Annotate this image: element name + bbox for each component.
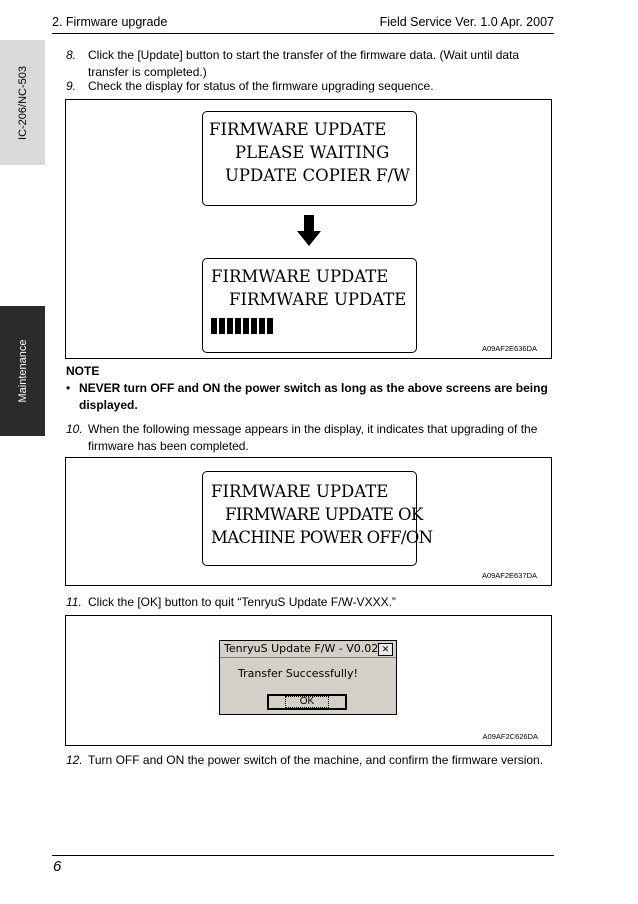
- lcd-line: FIRMWARE UPDATE: [229, 290, 407, 309]
- progress-block: [267, 318, 273, 334]
- progress-bar: [211, 317, 416, 333]
- step-number: 10.: [66, 422, 83, 436]
- progress-block: [235, 318, 241, 334]
- note-body: [66, 380, 556, 414]
- step-8: [66, 47, 556, 81]
- down-arrow-icon: [297, 215, 321, 247]
- dialog-message: Transfer Successfully!: [238, 667, 358, 680]
- side-tab-model: [0, 40, 45, 165]
- ok-button[interactable]: [267, 694, 347, 710]
- step-number: 8.: [66, 48, 77, 62]
- lcd-screen-complete: [202, 471, 433, 566]
- lcd-line: MACHINE POWER OFF/ON: [211, 528, 433, 547]
- progress-block: [251, 318, 257, 334]
- header-rule: [52, 33, 554, 34]
- dialog-titlebar: [220, 641, 396, 658]
- step-text: Click the [OK] button to quit “TenryuS Update F/W-VXXX.”: [88, 595, 396, 609]
- progress-block: [211, 318, 217, 334]
- progress-block: [227, 318, 233, 334]
- figure-update-complete: [65, 457, 552, 586]
- step-number: 11.: [66, 595, 82, 609]
- update-dialog: [219, 640, 397, 715]
- lcd-screen-waiting: [202, 111, 417, 206]
- step-text: When the following message appears in the display, it indicates that upgrading of the firmware has been completed.: [88, 422, 538, 453]
- figure-code: A09AF2E636DA: [481, 344, 537, 353]
- lcd-line: FIRMWARE UPDATE: [211, 482, 389, 501]
- lcd-line: UPDATE COPIER F/W: [225, 166, 410, 185]
- side-tab-chapter-label: Maintenance: [16, 339, 29, 403]
- figure-code: A09AF2C626DA: [482, 732, 538, 741]
- progress-block: [219, 318, 225, 334]
- progress-block: [259, 318, 265, 334]
- side-tab-chapter: [0, 306, 45, 436]
- lcd-line: FIRMWARE UPDATE OK: [225, 505, 423, 524]
- step-number: 9.: [66, 79, 77, 93]
- page-number: 6: [53, 858, 62, 875]
- step-9: [66, 78, 556, 95]
- lcd-line: PLEASE WAITING: [235, 143, 390, 162]
- note-text: NEVER turn OFF and ON the power switch as long as the above screens are being displayed.: [79, 381, 548, 412]
- step-11: [66, 594, 556, 611]
- step-text: Check the display for status of the firmware upgrading sequence.: [88, 79, 434, 93]
- step-text: Click the [Update] button to start the transfer of the firmware data. (Wait until data transfer is completed.): [88, 48, 520, 79]
- close-icon[interactable]: ✕: [378, 643, 393, 656]
- ok-button-label: OK: [285, 696, 329, 708]
- figure-update-sequence: [65, 99, 552, 359]
- lcd-line: FIRMWARE UPDATE: [209, 120, 387, 139]
- note-title: NOTE: [66, 364, 100, 378]
- step-10: [66, 421, 556, 455]
- side-tab-model-label: IC-206/NC-503: [16, 65, 29, 140]
- header-version: Field Service Ver. 1.0 Apr. 2007: [379, 15, 554, 29]
- footer-rule: [52, 855, 554, 856]
- header-section: 2. Firmware upgrade: [52, 15, 168, 29]
- figure-code: A09AF2E637DA: [481, 571, 537, 580]
- step-text: Turn OFF and ON the power switch of the machine, and confirm the firmware version.: [88, 753, 544, 767]
- lcd-line: FIRMWARE UPDATE: [211, 267, 389, 286]
- dialog-title: TenryuS Update F/W - V0.02: [224, 642, 379, 655]
- progress-block: [243, 318, 249, 334]
- step-12: [66, 752, 556, 769]
- note-bullet: •: [66, 381, 71, 395]
- lcd-screen-progress: [202, 258, 417, 353]
- step-number: 12.: [66, 753, 83, 767]
